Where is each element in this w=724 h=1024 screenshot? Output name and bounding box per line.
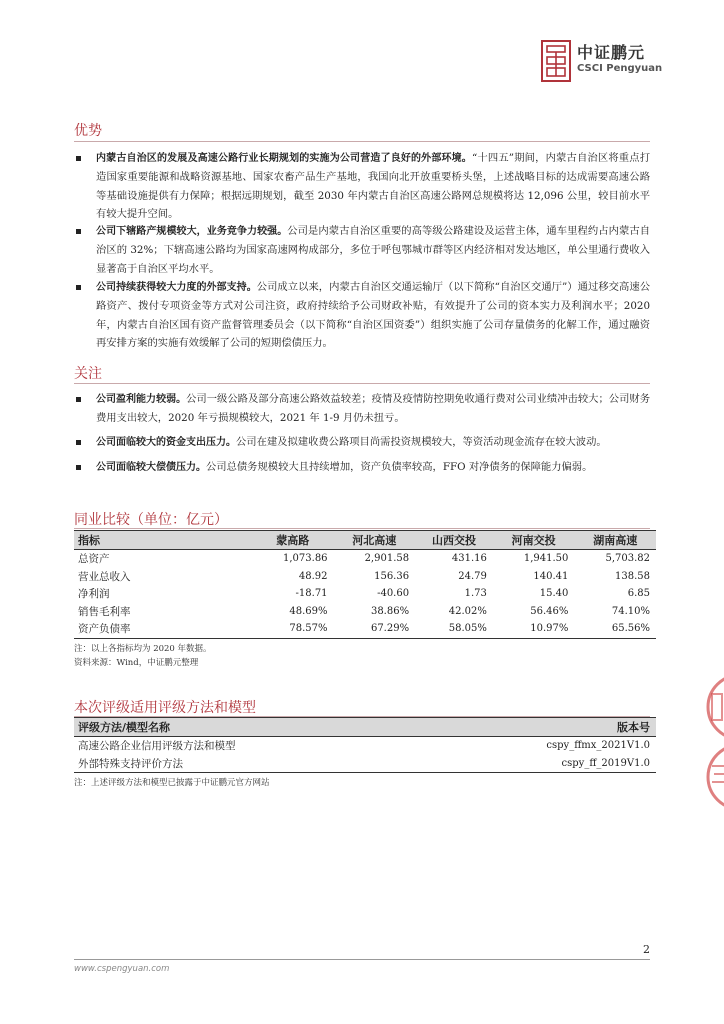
table-row: [74, 603, 656, 621]
advantage-item-bold: 公司下辖路产规模较大，业务竞争力较强。: [96, 226, 288, 237]
bullet-square-icon: [76, 285, 81, 290]
table-row: [74, 550, 656, 568]
bullet-square-icon: [76, 465, 81, 470]
advantage-item-text: 公司成立以来，内蒙古自治区交通运输厅（以下简称“自治区交通厅”）通过移交高速公路资产、拨付专项资金等方式对公司注资，政府持续给予公司财政补贴，有效提升了公司的资本实力及利润水平；2020 年，内蒙古自治区国有资产监督管理委员会（以下简称“自治区国资委”）组织实施了公司存量债务的化解工作，通过融资再安排方案的实施有效缓解了公司的短期偿债压力。: [96, 281, 651, 350]
table-cell: 67.29%: [334, 620, 416, 638]
bullet-square-icon: [76, 397, 81, 402]
table-cell: -18.71: [295, 588, 328, 600]
table-cell: 5,703.82: [605, 553, 650, 565]
table-row: [74, 568, 656, 586]
column-header: 评级方法/模型名称: [74, 718, 419, 737]
table-cell: 2,901.58: [364, 553, 410, 565]
table-cell: 1,073.86: [283, 553, 328, 565]
table-cell: 1.73: [464, 588, 487, 600]
table-cell: cspy_ff_2019V1.0: [419, 755, 656, 773]
table-cell: 48.69%: [289, 605, 328, 617]
table-cell: 78.57%: [252, 620, 334, 638]
bullet-square-icon: [76, 156, 81, 161]
advantage-item-bold: 内蒙古自治区的发展及高速公路行业长期规划的实施为公司营造了良好的外部环境。: [96, 153, 472, 164]
seal-stamp-icon: [700, 672, 724, 742]
table-cell: 431.16: [451, 553, 487, 565]
brand-logo: [541, 40, 663, 86]
advantages-title: 优势: [74, 123, 102, 139]
concern-item-bold: 公司面临较大的资金支出压力。: [96, 437, 236, 448]
table-cell: 净利润: [78, 588, 110, 601]
table-cell: 销售毛利率: [78, 605, 131, 618]
table-cell: 6.85: [627, 588, 650, 600]
table-header-row: [74, 718, 656, 737]
data-source-note: 资料来源：Wind，中证鹏元整理: [74, 658, 199, 668]
advantage-item: [74, 278, 650, 353]
brand-name-en: CSCI Pengyuan: [577, 63, 663, 74]
advantage-item-text: 公司是内蒙古自治区重要的高等级公路建设及运营主体，通车里程约占内蒙古自治区的 32%；下辖高速公路均为国家高速网构成部分，多位于呼包鄂城市群等区内经济相对发达地区，单公里通行费收入显著高于自治区平均水平。: [96, 225, 651, 275]
column-header: 指标: [74, 531, 252, 550]
bullet-square-icon: [76, 229, 81, 234]
section-divider: [74, 383, 650, 384]
table-note: 注：以上各指标均为 2020 年数据。: [74, 644, 212, 654]
pengyuan-logo-icon: [541, 40, 571, 82]
column-header: 河南交投: [493, 531, 575, 550]
concerns-title: 关注: [74, 366, 102, 382]
table-cell: 资产负债率: [74, 620, 252, 638]
table-cell: 总资产: [78, 553, 110, 566]
advantage-item-text: “十四五”期间，内蒙古自治区将重点打造国家重要能源和战略资源基地、国家农畜产品生产基地，我国向北开放重要桥头堡，上述战略目标的达成需要高速公路等基础设施提供有力保障；根据远期规划，截至 2030 年内蒙古自治区高速公路网总规模将达 12,096 公里，较目前水平有较大提升空间。: [96, 152, 651, 221]
seal-stamp-icon: [700, 742, 724, 812]
table-cell: 56.46%: [530, 605, 569, 617]
table-cell: 1,941.50: [523, 553, 569, 565]
table-cell: 高速公路企业信用评级方法和模型: [78, 740, 236, 753]
methods-note: 注：上述评级方法和模型已披露于中证鹏元官方网站: [74, 778, 270, 788]
table-header-row: [74, 531, 656, 550]
methods-title: 本次评级适用评级方法和模型: [74, 700, 256, 716]
table-cell: 65.56%: [574, 620, 656, 638]
table-row: [74, 737, 656, 755]
table-cell: 42.02%: [448, 605, 487, 617]
column-header: 河北高速: [334, 531, 416, 550]
concern-item-bold: 公司面临较大偿债压力。: [96, 462, 206, 473]
column-header: 山西交投: [415, 531, 493, 550]
concern-item: [74, 390, 650, 428]
table-row: [74, 585, 656, 603]
brand-name-cn: 中证鹏元: [577, 43, 646, 62]
table-row: [74, 620, 656, 638]
advantage-item: [74, 149, 650, 224]
table-cell: -40.60: [377, 588, 410, 600]
column-header: 蒙高路: [252, 531, 334, 550]
footer-url: www.cspengyuan.com: [74, 964, 170, 974]
peer-comparison-title: 同业比较（单位：亿元）: [74, 512, 228, 528]
table-cell: 24.79: [458, 570, 487, 582]
table-cell: 38.86%: [370, 605, 410, 617]
table-cell: 营业总收入: [78, 570, 131, 583]
concern-item-text: 公司一级公路及部分高速公路效益较差；疫情及疫情防控期免收通行费对公司业绩冲击较大；公司财务费用支出较大，2020 年亏损规模较大，2021 年 1-9 月仍未扭亏。: [96, 393, 650, 425]
table-cell: cspy_ffmx_2021V1.0: [546, 740, 650, 752]
column-header: 版本号: [419, 718, 656, 737]
table-cell: 138.58: [615, 570, 650, 582]
table-cell: 156.36: [374, 570, 410, 582]
page-number: 2: [643, 943, 650, 956]
peer-comparison-table: [74, 530, 656, 639]
concern-item: [74, 458, 650, 477]
section-divider: [74, 528, 650, 529]
footer-divider: [74, 959, 650, 960]
advantage-item-bold: 公司持续获得较大力度的外部支持。: [96, 282, 257, 293]
table-cell: 外部特殊支持评价方法: [74, 755, 419, 773]
table-row: [74, 755, 656, 773]
concern-item-text: 公司总债务规模较大且持续增加，资产负债率较高，FFO 对净债务的保障能力偏弱。: [206, 461, 593, 473]
advantage-item: [74, 222, 650, 278]
concern-item-text: 公司在建及拟建收费公路项目尚需投资规模较大，等资活动现金流存在较大波动。: [236, 436, 607, 448]
concern-item-bold: 公司盈利能力较弱。: [96, 394, 187, 405]
table-cell: 10.97%: [493, 620, 575, 638]
column-header: 湖南高速: [574, 531, 656, 550]
concern-item: [74, 433, 650, 452]
table-cell: 15.40: [539, 588, 569, 600]
table-cell: 48.92: [298, 570, 328, 582]
rating-methods-table: [74, 717, 656, 773]
table-cell: 58.05%: [415, 620, 493, 638]
section-divider: [74, 141, 650, 142]
table-cell: 74.10%: [611, 605, 650, 617]
table-cell: 140.41: [533, 570, 569, 582]
bullet-square-icon: [76, 440, 81, 445]
